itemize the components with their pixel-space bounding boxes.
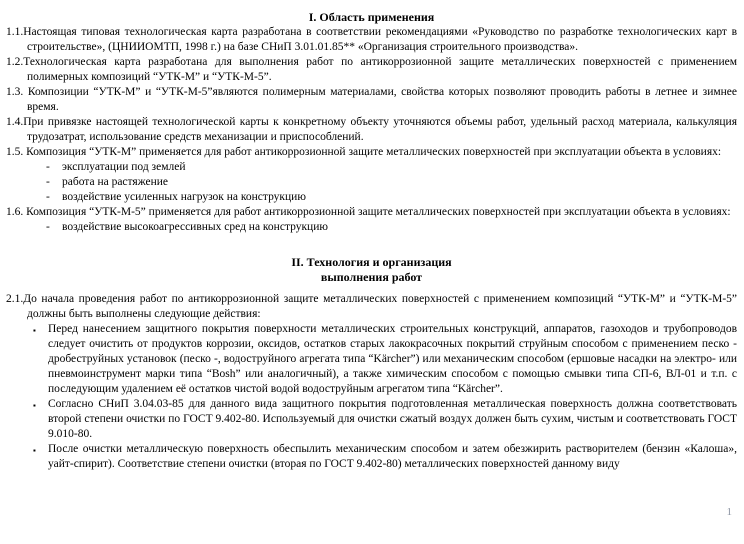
paragraph-1-6 <box>6 205 737 220</box>
list-item-aggressive-media <box>6 220 737 235</box>
item-number: 1.3. <box>6 86 28 98</box>
square-bullet-icon: ▪ <box>33 401 36 410</box>
item-text: Композиция “УТК-М-5” применяется для работ антикоррозионной защите металлических поверхностей при эксплуатации объекта в условиях: <box>26 206 731 218</box>
page-number: 1 <box>726 506 732 518</box>
item-text: До начала проведения работ по антикоррозионной защите металлических поверхностей с применением композиций “УТК-М” и “УТК-М-5” должны быть выполнены следующие действия: <box>23 293 737 320</box>
list-item-tension <box>6 175 737 190</box>
bullet-text: Согласно СНиП 3.04.03-85 для данного вида защитного покрытия подготовленная металлическая поверхность должна соответствовать второй степени очистки по ГОСТ 9.402-80. Используемый для очистки сжатый воздух должен быть сухим, чистым и соответствовать ГОСТ 9.010-80. <box>48 398 737 440</box>
bullet-paragraph-cleaning <box>6 322 737 397</box>
square-bullet-icon: ▪ <box>33 446 36 455</box>
paragraph-1-1 <box>6 25 737 55</box>
list-item-loads <box>6 190 737 205</box>
section2-title-line2: выполнения работ <box>320 270 423 284</box>
item-text: Композиции “УТК-М” и “УТК-М-5”являются полимерным материалами, свойства которых позволяют проводить работы в летнее и зимнее время. <box>27 86 737 113</box>
bullet-paragraph-snip <box>6 397 737 442</box>
dash-marker: - <box>46 221 50 233</box>
item-text: Технологическая карта разработана для выполнения работ по антикоррозионной защите металлических поверхностей с применением полимерных композиций “УТК-М” и “УТК-М-5”. <box>23 56 737 83</box>
paragraph-1-4 <box>6 115 737 145</box>
item-text: Композиция “УТК-М” применяется для работ антикоррозионной защите металлических поверхностей при эксплуатации объекта в условиях: <box>26 146 722 158</box>
section2-title-line1: II. Технология и организация <box>291 255 452 269</box>
list-item-text: работа на растяжение <box>62 176 169 188</box>
item-number: 1.2. <box>6 56 24 68</box>
paragraph-1-3 <box>6 85 737 115</box>
square-bullet-icon: ▪ <box>33 326 36 335</box>
bullet-text: После очистки металлическую поверхность обеспылить механическим способом и затем обезжирить растворителем (бензин «Калоша», уайт-спирит). Соответствие степени очистки (вторая по ГОСТ 9.402-80) металлических поверхностей данному виду <box>48 443 737 470</box>
list-item-text: эксплуатации под землей <box>62 161 186 173</box>
paragraph-2-1 <box>6 292 737 322</box>
item-number: 2.1. <box>6 293 24 305</box>
paragraph-1-5 <box>6 145 737 160</box>
section1-title: I. Область применения <box>308 10 435 24</box>
item-number: 1.5. <box>6 146 27 158</box>
item-number: 1.4. <box>6 116 24 128</box>
bullet-text: Перед нанесением защитного покрытия поверхности металлических строительных конструкций, аппаратов, газоходов и трубопроводов следует очистить от продуктов коррозии, оксидов, остатков старых лакокрасочных покрытий струйным способом с применением песко - дробеструйных установок (песко -, водоструйного агрегата типа “Kärcher”) или механическим способом (ершовые насадки на электро- или пневмоинструмент марки типа “Bosh” или аналогичный), а также химическим способом с помощью смывки типа СП-6, ВЛ-01 и т.п. с последующим удалением её остатков чистой водой водоструйным агрегатом типа “Kärcher”. <box>48 323 737 395</box>
list-item-underground <box>6 160 737 175</box>
item-number: 1.1. <box>6 26 24 38</box>
bullet-paragraph-degreasing <box>6 442 737 472</box>
item-text: При привязке настоящей технологической карты к конкретному объекту уточняются объемы работ, удельный расход материала, калькуляция трудозатрат, использование средств механизации и приспособлений. <box>23 116 737 143</box>
item-number: 1.6. <box>6 206 27 218</box>
paragraph-1-2 <box>6 55 737 85</box>
list-item-text: воздействие усиленных нагрузок на конструкцию <box>62 191 306 203</box>
dash-marker: - <box>46 176 50 188</box>
dash-marker: - <box>46 191 50 203</box>
item-text: Настоящая типовая технологическая карта разработана в соответствии рекомендациями «Руководство по разработке технологических карт в строительстве», (ЦНИИОМТП, 1998 г.) на базе СНиП 3.01.01.85** «Организация строительного производства». <box>23 26 737 53</box>
dash-marker: - <box>46 161 50 173</box>
list-item-text: воздействие высокоагрессивных сред на конструкцию <box>62 221 328 233</box>
